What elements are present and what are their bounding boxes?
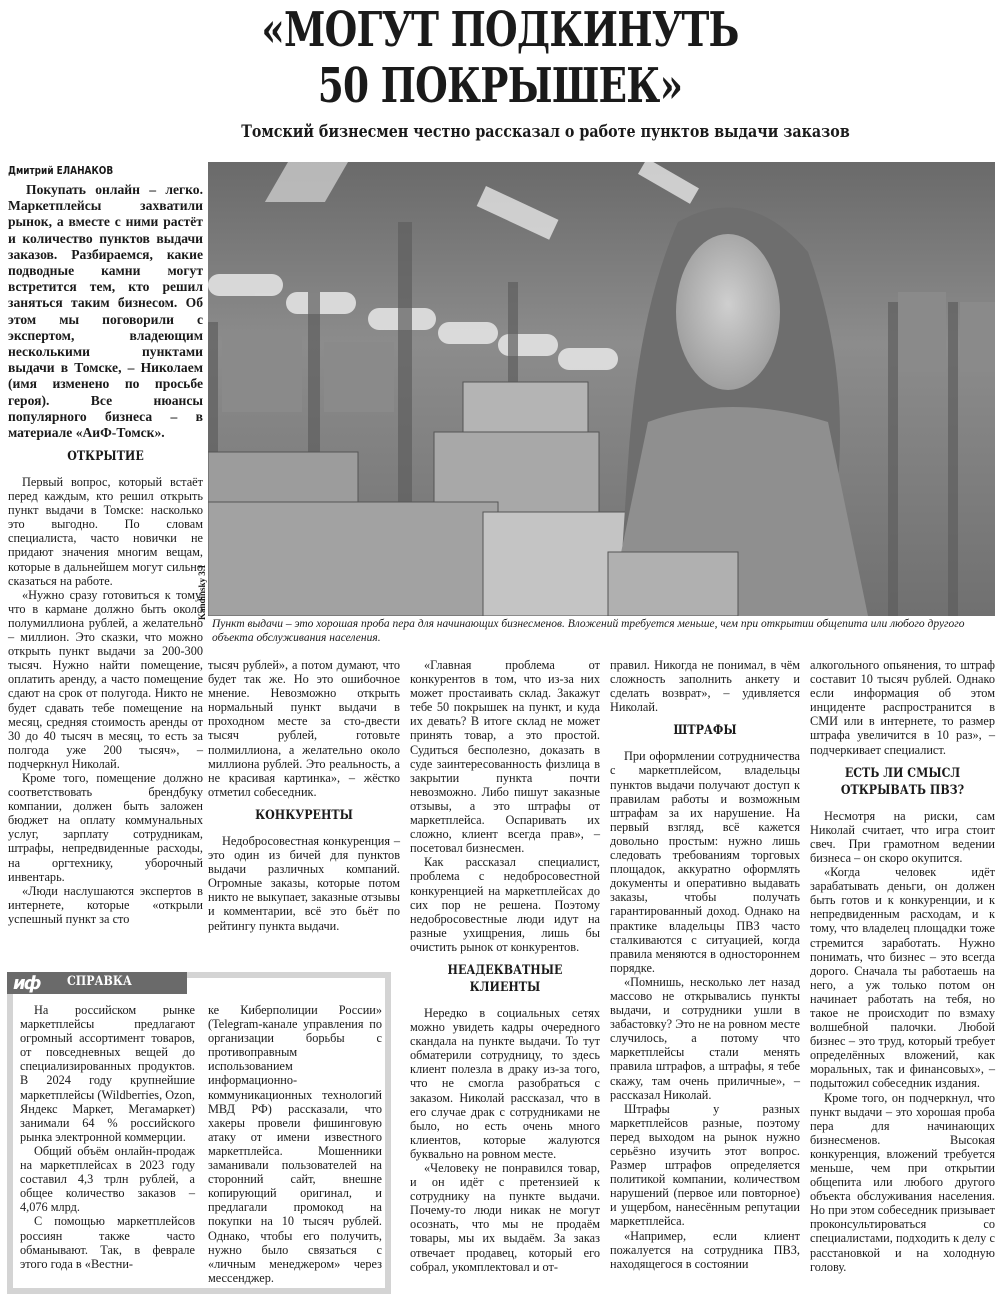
paragraph: «Нужно сразу готовиться к тому, что в кармане должно быть около полумиллиона рублей, а желательно – миллион. Это сказки, что можно открыть пункт выдачи за 200-300 тысяч. Нужно найти помещение, оплатить аренду, а часто помещение сдают на срок от полугода. Никто не будет сдавать тебе помещение на месяц, средняя стоимость аренды от 30 до 40 тысяч в месяц, то есть за полгода уже 200 тысяч», – подчеркнул Николай. <box>8 587 203 771</box>
paragraph: «Например, если клиент пожалуется на сотрудника ПВЗ, находящегося в состоянии <box>610 1228 800 1271</box>
headline-line-1: «МОГУТ ПОДКИНУТЬ <box>261 2 739 58</box>
column-5 <box>810 658 995 1274</box>
paragraph: Штрафы у разных маркетплейсов разные, поэтому перед выходом на рынок нужно серьёзно изучить этот вопрос. Размер штрафов определяется политикой компании, количеством нарушений (первое или повторное) и ущербом, нанесённым репутации маркетплейса. <box>610 1101 800 1229</box>
paragraph: Как рассказал специалист, проблема с недобросовестной конкуренцией на маркетплейсах до сих пор не решена. Поэтому недобросовестные люди идут на разные ухищрения, лишь бы очистить рынок от конкурентов. <box>410 855 600 954</box>
paragraph: Несмотря на риски, сам Николай считает, что игра стоит свеч. При грамотном ведении бизнеса – он скоро окупится. <box>810 808 995 865</box>
paragraph: правил. Никогда не понимал, в чём сложность заполнить анкету и сделать возврат», – удивляется Николай. <box>610 658 800 715</box>
paragraph: Общий объём онлайн-продаж на маркетплейсах в 2023 году составил 4,3 трлн рублей, а общее количество заказов – 4,076 млрд. <box>20 1143 195 1215</box>
paragraph: Нередко в социальных сетях можно увидеть кадры очередного скандала на пункте выдачи. То тут обматерили сотрудницу, то здесь клиент полезла в драку из-за того, что не смогла разобраться с заказом. Николай рассказал, что в его случае драк с сотрудниками не было, но есть очень много клиентов, которые жалуются буквально на ровном месте. <box>410 1005 600 1161</box>
warehouse-woman-image <box>208 162 995 616</box>
paragraph: «Человеку не понравился товар, и он идёт с претензией к сотруднику на пункте выдачи. Почему-то люди никак не могут осознать, что мы не продаём товары, мы их выдаём. За заказ отвечает продавец, который его собрал, укомплектовал и от- <box>410 1161 600 1274</box>
author-byline: Дмитрий ЕЛАНАКОВ <box>8 165 114 177</box>
paragraph: Кроме того, он подчеркнул, что пункт выдачи – это хорошая проба пера для начинающих бизнесменов. Высокая конкуренция, вложений требуется меньше, чем при открытии общепита или любого другого объекта обслуживания населения. Но при этом собеседник призывает проконсультироваться со специалистами, подходить к делу с расстановкой и на холодную голову. <box>810 1090 995 1274</box>
paragraph: Недобросовестная конкуренция – это один из бичей для пунктов выдачи различных компаний. Огромные заказы, которые потом никто не выкупает, заказные отзывы и комментарии, всё это бьёт по рейтингу пункта выдачи. <box>208 833 400 933</box>
paragraph: Кроме того, помещение должно соответствовать брендбуку компании, должен быть заложен бюджет на оплату коммунальных услуг, зарплату сотрудникам, штрафы, непредвиденные расходы, на оргтехнику, уборочный инвентарь. <box>8 770 203 884</box>
section-heading-clients: НЕАДЕКВАТНЫЕ КЛИЕНТЫ <box>447 962 563 995</box>
section-heading-competitors: КОНКУРЕНТЫ <box>255 807 353 823</box>
paragraph: ке Киберполиции России» (Telegram-канале управления по организации борьбы с противоправным использованием информационно-коммуникационных технологий МВД РФ) рассказали, что хакеры провели фишинговую атаку от имени известного маркетплейса. Мошенники заманивали пользователей на сторонний сайт, внешне копирующий оригинал, и предлагали промокод на покупки на 10 тысяч рублей. Однако, чтобы его получить, нужно было связаться с «личным менеджером» через мессенджер. <box>208 1003 382 1285</box>
lead-paragraph <box>8 182 203 441</box>
paragraph: При оформлении сотрудничества с маркетплейсом, владельцы пунктов выдачи получают доступ к правилам работы и возможным штрафам за их нарушение. На первый взгляд, всё кажется довольно простым: нужно лишь следовать требованиям торговых площадок, аккуратно оформлять документы и оперативно выдавать заказы, чтобы получать гарантированный доход. Однако на практике владельцы ПВЗ часто сталкиваются с ситуацией, когда правила меняются в одностороннем порядке. <box>610 749 800 975</box>
section-heading-worth: ЕСТЬ ЛИ СМЫСЛ ОТКРЫВАТЬ ПВЗ? <box>840 765 965 798</box>
section-heading-fines: ШТРАФЫ <box>673 723 737 739</box>
headline <box>110 2 890 114</box>
info-box-column-2 <box>208 1003 382 1285</box>
photo-caption: Пункт выдачи – это хорошая проба пера для начинающих бизнесменов. Вложений требуется меньше, чем при открытии общепита или любого другого объекта обслуживания населения. <box>212 618 965 644</box>
paragraph: тысяч рублей», а потом думают, что будет так же. Но это ошибочное мнение. Невозможно открыть нормальный пункт выдачи в проходном месте за сто-двести тысяч рублей, готовьте полмиллиона, а желательно около миллиона рублей. Это реальность, а не красивая картинка», – жёстко отметил собеседник. <box>208 658 400 799</box>
paragraph: С помощью маркетплейсов россиян также часто обманывают. Так, в феврале этого года в «Вестни- <box>20 1214 195 1271</box>
info-box-column-1 <box>20 1003 195 1271</box>
column-1 <box>8 440 203 926</box>
paragraph: «Помнишь, несколько лет назад массово не открывались пункты выдачи, и сотрудники ушли в забастовку? Это не на ровном месте случилось, а потому что маркетплейсы стали менять правила штрафов, а штрафы, я тебе скажу, там очень приличные», – рассказал Николай. <box>610 974 800 1102</box>
aif-logo-icon: иф <box>13 973 40 994</box>
paragraph: «Люди наслушаются экспертов в интернете, которые «открыли успешный пункт за сто <box>8 883 203 926</box>
paragraph: «Главная проблема от конкурентов в том, что из-за них может простаивать склад. Закажут тебе 50 покрышек на пункт, и куда их девать? В итоге склад не может принять товар, а это простой. Судиться бесполезно, доказать в суде заинтересованность физлица в закрытии пункта почти невозможно. Либо пишут заказные отзывы, а это штрафы от маркетплейса. Оспаривать их сложно, клиент всегда прав», – посетовал бизнесмен. <box>410 658 600 856</box>
column-4 <box>610 658 800 1271</box>
paragraph: На российском рынке маркетплейсы предлагают огромный ассортимент товаров, от повседневных вещей до специализированных продуктов. В 2024 году крупнейшие маркетплейсы (Wildberries, Ozon, Яндекс Маркет, Мегамаркет) занимали 64 % российского рынка электронной коммерции. <box>20 1003 195 1144</box>
headline-line-2: 50 ПОКРЫШЕК» <box>317 58 683 114</box>
column-2 <box>208 658 400 933</box>
article-photo <box>208 162 995 616</box>
section-heading-opening: ОТКРЫТИЕ <box>67 449 144 464</box>
subtitle: Томский бизнесмен честно рассказал о работе пунктов выдачи заказов <box>241 122 850 142</box>
paragraph: «Когда человек идёт зарабатывать деньги, он должен быть готов и к конкуренции, и к непредвиденным расходам, и к тому, что владелец площадки тоже стремится заработать. Нужно понимать, что бизнес – это всегда дорого. Сначала ты работаешь на него, а уж только потом он начинает работать на тебя, но такое не происходит по взмаху волшебной палочки. Любой бизнес – это труд, который требует определённых вложений, как моральных, так и финансовых», – подытожил собеседник издания. <box>810 865 995 1091</box>
info-box-header <box>7 972 187 994</box>
column-3 <box>410 658 600 1274</box>
paragraph: алкогольного опьянения, то штраф составит 10 тысяч рублей. Однако если информация об этом инциденте распространится в СМИ или в интернете, то размер штрафа увеличится в 10 раз», – подчеркивает специалист. <box>810 658 995 757</box>
lead-text: Покупать онлайн – легко. Маркетплейсы захватили рынок, а вместе с ними растёт и количество пунктов выдачи заказов. Разбираемся, какие подводные камни могут встретится тем, кто решил заняться таким бизнесом. Об этом мы поговорили с экспертом, владеющим несколькими пунктами выдачи в Томске, – Николаем (имя изменено по просьбе героя). Все нюансы популярного бизнеса – в материале «АиФ-Томск». <box>8 182 203 441</box>
paragraph: Первый вопрос, который встаёт перед каждым, кто решил открыть пункт выдачи в Томске: насколько это выгодно. По словам специалиста, часто новички не придают значения многим вещам, которые в дальнейшем могут сильно сказаться на работе. <box>8 475 203 588</box>
photo-credit: Kandinsky 3.1 <box>197 564 207 620</box>
info-box-title: СПРАВКА <box>67 974 132 989</box>
